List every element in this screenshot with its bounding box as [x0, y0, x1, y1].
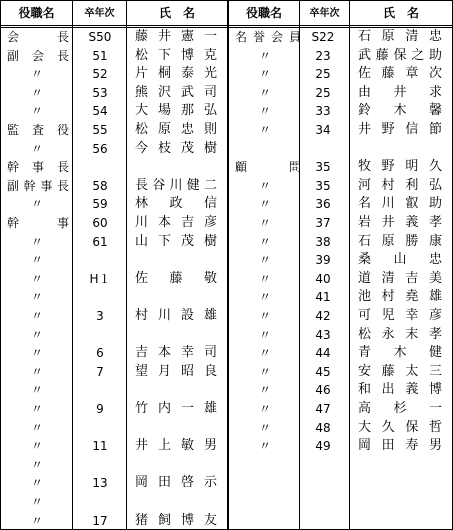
year-cell: 52 [92, 67, 108, 82]
name-cell: 熊 沢 武 司 [135, 84, 217, 100]
role-cell: 〃 [31, 439, 44, 454]
name-cell: 岩 井 義 孝 [358, 215, 442, 230]
year-cell: 47 [315, 402, 331, 416]
role-cell: 〃 [259, 85, 272, 100]
year-cell: 6 [96, 346, 104, 361]
name-cell: 可 児 幸 彦 [358, 308, 442, 323]
name-cell [135, 158, 217, 176]
year-cell: 53 [92, 85, 108, 100]
year-cell: 39 [315, 253, 331, 268]
role-cell: 〃 [259, 309, 272, 323]
year-cell: 58 [92, 178, 108, 193]
year-cell: 51 [92, 48, 108, 63]
name-cell: 佐 藤 章 次 [358, 66, 442, 82]
year-cell [77, 158, 123, 176]
year-cell: 34 [315, 123, 331, 137]
role-cell: 幹 事 [7, 216, 69, 230]
name-cell [135, 493, 217, 511]
year-cell: 35 [315, 160, 331, 175]
year-cell: 36 [315, 197, 331, 212]
role-cell: 〃 [31, 346, 44, 361]
role-cell: 〃 [259, 271, 272, 286]
role-cell: 〃 [259, 439, 272, 454]
header-name-right: 氏 名 [382, 6, 419, 20]
name-cell: 竹 内 一 雄 [135, 401, 217, 416]
name-cell: 吉 本 幸 司 [135, 345, 217, 361]
name-cell: 松 下 博 克 [135, 47, 217, 63]
year-cell: 37 [315, 216, 331, 230]
role-cell: 〃 [31, 197, 44, 212]
name-cell: 猪 飼 博 友 [135, 512, 217, 528]
name-cell [135, 326, 217, 344]
name-cell: 安 藤 太 三 [358, 363, 442, 379]
column-divider [349, 1, 350, 529]
name-cell: 井 上 敏 男 [135, 438, 217, 454]
role-cell: 〃 [259, 253, 272, 268]
role-cell: 〃 [259, 234, 272, 249]
name-cell: 牧 野 明 久 [358, 159, 442, 175]
name-cell: 岡 田 寿 男 [358, 438, 442, 454]
role-cell: 〃 [259, 402, 272, 416]
header-name: 氏 名 [158, 6, 195, 20]
year-cell: 33 [315, 104, 331, 119]
name-cell [135, 456, 217, 474]
year-cell: 13 [92, 476, 108, 491]
name-cell: 鈴 木 馨 [358, 103, 442, 119]
name-cell: 村 川 設 雄 [135, 308, 217, 323]
header-year-right: 卒年次 [309, 8, 340, 19]
role-cell: 〃 [259, 383, 272, 398]
name-cell: 大 久 保 哲 [358, 419, 442, 435]
role-cell: 〃 [31, 495, 44, 509]
year-cell: 25 [315, 85, 331, 100]
role-cell: 〃 [31, 364, 44, 379]
year-cell: S50 [88, 30, 112, 44]
role-cell: 〃 [259, 420, 272, 435]
header-year: 卒年次 [84, 8, 115, 19]
role-cell: 〃 [31, 85, 44, 100]
role-cell: 〃 [31, 141, 44, 156]
name-cell: 道 清 吉 美 [358, 270, 442, 286]
name-cell: 大 場 那 弘 [135, 103, 217, 119]
year-cell: 61 [92, 234, 108, 249]
column-divider-center [227, 1, 229, 529]
name-cell: 高 杉 一 [358, 401, 442, 416]
role-cell: 顧 問 [235, 160, 301, 175]
year-cell: H１ [89, 271, 111, 286]
year-cell: 41 [315, 290, 331, 305]
role-cell: 〃 [259, 327, 272, 342]
year-cell: S22 [311, 30, 335, 44]
name-cell: 武 藤 保 之 助 [358, 47, 442, 63]
year-cell: 44 [315, 346, 331, 361]
name-cell [358, 140, 442, 158]
role-cell: 名 誉 会 員 [235, 30, 301, 44]
role-cell: 幹 事 長 [7, 160, 69, 175]
year-cell [300, 140, 346, 158]
year-cell: 54 [92, 104, 108, 119]
role-cell: 〃 [259, 197, 272, 212]
name-cell: 片 桐 泰 光 [135, 66, 217, 82]
year-cell: 23 [315, 48, 331, 63]
year-cell [77, 456, 123, 474]
role-cell: 〃 [31, 309, 44, 323]
name-cell: 桑 山 忠 [358, 252, 442, 268]
year-cell [77, 326, 123, 344]
name-cell: 名 川 叡 助 [358, 196, 442, 212]
role-cell: 副 会 長 [7, 48, 69, 63]
role-cell: 〃 [31, 67, 44, 82]
name-cell: 由 井 求 [358, 84, 442, 100]
name-cell: 望 月 昭 良 [135, 363, 217, 379]
role-cell: 副 幹 事 長 [7, 178, 69, 193]
year-cell [77, 419, 123, 437]
role-cell: 会 長 [7, 30, 69, 44]
year-cell: 35 [315, 178, 331, 193]
role-cell: 〃 [31, 104, 44, 119]
role-cell: 〃 [31, 513, 44, 528]
role-cell: 〃 [259, 48, 272, 63]
year-cell: 3 [96, 309, 104, 323]
name-cell: 井 野 信 節 [358, 122, 442, 137]
name-cell: 和 出 義 博 [358, 382, 442, 398]
role-cell: 〃 [259, 290, 272, 305]
role-cell [235, 140, 301, 158]
year-cell: 25 [315, 67, 331, 82]
year-cell: 38 [315, 234, 331, 249]
year-cell: 7 [96, 364, 104, 379]
role-cell: 〃 [31, 457, 44, 472]
year-cell: 46 [315, 383, 331, 398]
role-cell: 監 査 役 [7, 123, 69, 137]
name-cell: 松 原 忠 則 [135, 122, 217, 137]
year-cell: 56 [92, 141, 108, 156]
role-cell: 〃 [31, 383, 44, 398]
role-cell: 〃 [259, 346, 272, 361]
year-cell [77, 251, 123, 269]
name-cell: 藤 井 憲 一 [135, 29, 217, 44]
header-role-right: 役職名 [245, 6, 282, 20]
year-cell: 43 [315, 327, 331, 342]
year-cell: 9 [96, 402, 104, 416]
name-cell: 石 原 清 忠 [358, 29, 442, 44]
year-cell: 55 [92, 123, 108, 137]
year-cell [77, 381, 123, 399]
name-cell: 池 村 堯 雄 [358, 289, 442, 305]
name-cell [135, 381, 217, 399]
name-cell: 林 政 信 [135, 196, 217, 212]
name-cell: 石 原 勝 康 [358, 233, 442, 249]
year-cell: 59 [92, 197, 108, 212]
year-cell: 11 [92, 439, 108, 454]
column-divider [72, 1, 73, 529]
year-cell [77, 288, 123, 306]
role-cell: 〃 [31, 290, 44, 305]
name-cell: 山 下 茂 樹 [135, 233, 217, 249]
role-cell: 〃 [31, 420, 44, 435]
role-cell: 〃 [259, 178, 272, 193]
role-cell: 〃 [259, 104, 272, 119]
role-cell: 〃 [259, 216, 272, 230]
name-cell [135, 288, 217, 306]
role-cell: 〃 [259, 67, 272, 82]
name-cell: 川 本 吉 彦 [135, 215, 217, 230]
year-cell [77, 493, 123, 511]
role-cell: 〃 [31, 271, 44, 286]
role-cell: 〃 [31, 476, 44, 491]
role-cell: 〃 [259, 364, 272, 379]
year-cell: 49 [315, 439, 331, 454]
role-cell: 〃 [259, 123, 272, 137]
year-cell: 17 [92, 513, 108, 528]
name-cell: 松 永 末 孝 [358, 326, 442, 342]
name-cell: 岡 田 啓 示 [135, 475, 217, 491]
name-cell [135, 419, 217, 437]
column-divider [126, 1, 127, 529]
role-cell: 〃 [31, 402, 44, 416]
year-cell: 60 [92, 216, 108, 230]
name-cell: 河 村 利 弘 [358, 177, 442, 193]
year-cell: 40 [315, 271, 331, 286]
year-cell: 45 [315, 364, 331, 379]
header-role: 役職名 [18, 6, 55, 20]
name-cell: 長 谷 川 健 二 [135, 177, 217, 193]
role-cell: 〃 [31, 327, 44, 342]
year-cell: 42 [315, 309, 331, 323]
name-cell [135, 251, 217, 269]
name-cell: 佐 藤 敬 [135, 270, 217, 286]
role-cell: 〃 [31, 234, 44, 249]
name-cell: 今 枝 茂 樹 [135, 140, 217, 156]
name-cell: 青 木 健 [358, 345, 442, 361]
role-cell: 〃 [31, 253, 44, 268]
year-cell: 48 [315, 420, 331, 435]
